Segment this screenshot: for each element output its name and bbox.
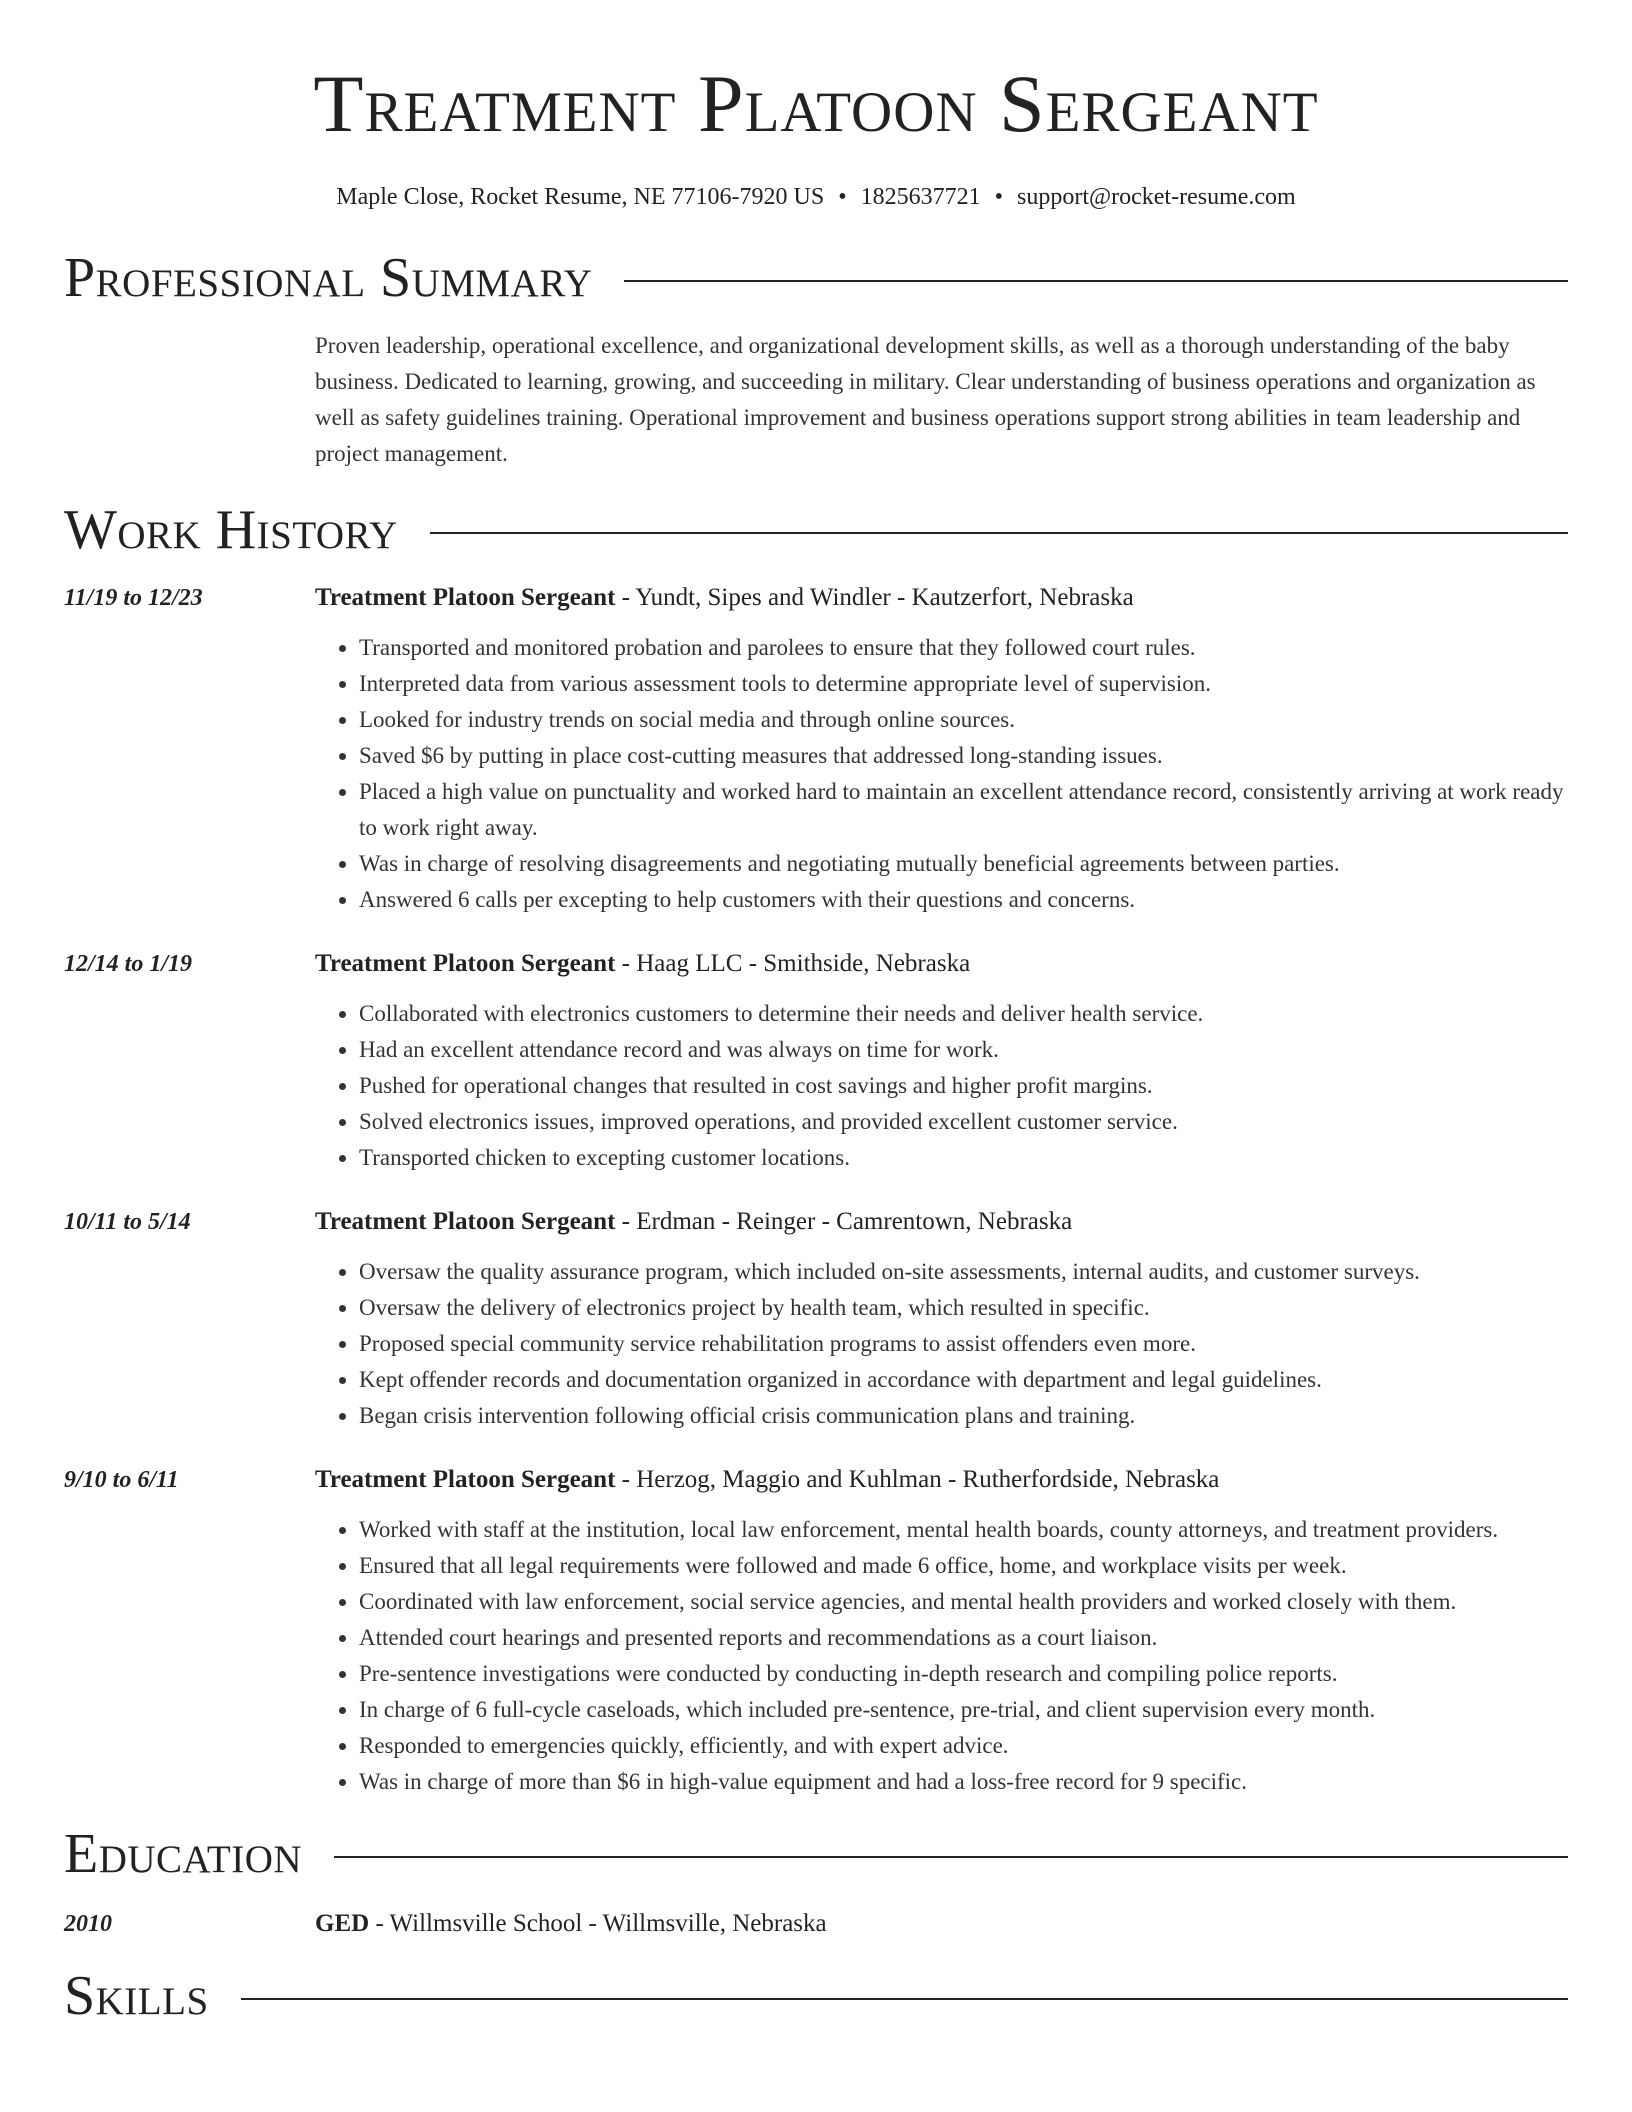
education-degree: GED: [315, 1910, 370, 1937]
job-title: Treatment Platoon Sergeant: [315, 584, 616, 611]
resume-name: Treatment Platoon Sergeant: [313, 58, 1319, 149]
contact-address: Maple Close, Rocket Resume, NE 77106-7920 US: [336, 184, 825, 210]
duty-item: • Pre-sentence investigations were conducted by conducting in-depth research and compiling police reports.: [359, 1656, 1568, 1692]
contact-phone: 1825637721: [860, 184, 981, 210]
duty-item: • Answered 6 calls per excepting to help customers with their questions and concerns.: [359, 882, 1568, 918]
duty-item: • Pushed for operational changes that resulted in cost savings and higher profit margins.: [359, 1068, 1568, 1104]
duty-item: • Ensured that all legal requirements were followed and made 6 office, home, and workplace visits per week.: [359, 1548, 1568, 1584]
job-duties: [315, 630, 1568, 918]
duty-item: • Saved $6 by putting in place cost-cutting measures that addressed long-standing issues.: [359, 738, 1568, 774]
job-body: [315, 580, 1568, 918]
job-entry: [64, 1462, 1568, 1800]
duty-item: • Transported and monitored probation and parolees to ensure that they followed court rules.: [359, 630, 1568, 666]
section-title-work: Work History: [64, 499, 398, 561]
job-dates: 12/14 to 1/19: [64, 951, 193, 977]
job-title-line: [315, 1204, 1568, 1240]
job-entry: [64, 1204, 1568, 1434]
job-duties: [315, 1254, 1568, 1434]
job-employer: - Haag LLC - Smithside, Nebraska: [615, 950, 971, 977]
section-title-skills: Skills: [64, 1965, 209, 2027]
section-header-skills: [64, 1964, 1568, 2028]
job-body: [315, 1462, 1568, 1800]
section-divider: [624, 280, 1568, 282]
duty-item: • Attended court hearings and presented reports and recommendations as a court liaison.: [359, 1620, 1568, 1656]
duty-item: • Oversaw the delivery of electronics project by health team, which resulted in specific.: [359, 1290, 1568, 1326]
duty-item: • Oversaw the quality assurance program, which included on-site assessments, internal audits, and customer surveys.: [359, 1254, 1568, 1290]
education-entry: [64, 1906, 1568, 1942]
education-school: - Willmsville School - Willmsville, Nebraska: [369, 1910, 827, 1937]
duty-item: • Collaborated with electronics customers to determine their needs and deliver health service.: [359, 996, 1568, 1032]
job-entry: [64, 946, 1568, 1176]
section-header-summary: [64, 246, 1568, 310]
section-divider: [334, 1856, 1568, 1858]
duty-item: • Solved electronics issues, improved operations, and provided excellent customer service.: [359, 1104, 1568, 1140]
section-header-work: [64, 498, 1568, 562]
duty-item: • Had an excellent attendance record and was always on time for work.: [359, 1032, 1568, 1068]
duty-item: • Transported chicken to excepting customer locations.: [359, 1140, 1568, 1176]
job-dates: 11/19 to 12/23: [64, 585, 203, 611]
job-dates: 9/10 to 6/11: [64, 1467, 179, 1493]
job-duties: [315, 1512, 1568, 1800]
job-employer: - Herzog, Maggio and Kuhlman - Rutherfordside, Nebraska: [615, 1466, 1220, 1493]
duty-item: • Coordinated with law enforcement, social service agencies, and mental health providers and worked closely with them.: [359, 1584, 1568, 1620]
duty-item: • Was in charge of resolving disagreements and negotiating mutually beneficial agreements between parties.: [359, 846, 1568, 882]
job-title: Treatment Platoon Sergeant: [315, 950, 616, 977]
duty-item: • Responded to emergencies quickly, efficiently, and with expert advice.: [359, 1728, 1568, 1764]
job-title: Treatment Platoon Sergeant: [315, 1466, 616, 1493]
contact-separator: •: [838, 184, 847, 210]
duty-item: • Kept offender records and documentation organized in accordance with department and legal guidelines.: [359, 1362, 1568, 1398]
job-title-line: [315, 1462, 1568, 1498]
job-dates: 10/11 to 5/14: [64, 1209, 191, 1235]
duty-item: • Was in charge of more than $6 in high-value equipment and had a loss-free record for 9 specific.: [359, 1764, 1568, 1800]
contact-separator: •: [994, 184, 1004, 210]
education-year: 2010: [64, 1911, 112, 1937]
duty-item: • Looked for industry trends on social media and through online sources.: [359, 702, 1568, 738]
section-divider: [430, 532, 1568, 534]
duty-item: • Worked with staff at the institution, local law enforcement, mental health boards, county attorneys, and treatment providers.: [359, 1512, 1568, 1548]
section-title-education: Education: [64, 1823, 303, 1885]
duty-item: • Proposed special community service rehabilitation programs to assist offenders even more.: [359, 1326, 1568, 1362]
section-divider: [241, 1998, 1568, 2000]
contact-email: support@rocket-resume.com: [1017, 184, 1296, 210]
section-header-education: [64, 1822, 1568, 1886]
job-title: Treatment Platoon Sergeant: [315, 1208, 616, 1235]
contact-line: [64, 182, 1568, 212]
duty-item: • Interpreted data from various assessment tools to determine appropriate level of supervision.: [359, 666, 1568, 702]
job-title-line: [315, 580, 1568, 616]
job-entry: [64, 580, 1568, 918]
job-body: [315, 946, 1568, 1176]
duty-item: • In charge of 6 full-cycle caseloads, which included pre-sentence, pre-trial, and client supervision every month.: [359, 1692, 1568, 1728]
job-body: [315, 1204, 1568, 1434]
job-employer: - Yundt, Sipes and Windler - Kautzerfort, Nebraska: [615, 584, 1134, 611]
duty-item: • Placed a high value on punctuality and worked hard to maintain an excellent attendance record, consistently arriving at work ready to work right away.: [359, 774, 1568, 846]
duty-item: • Began crisis intervention following official crisis communication plans and training.: [359, 1398, 1568, 1434]
section-title-summary: Professional Summary: [64, 247, 593, 309]
education-line: [315, 1906, 1568, 1942]
summary-text: Proven leadership, operational excellence, and organizational development skills, as well as a thorough understanding of the baby business. Dedicated to learning, growing, and succeeding in military. Clear understanding of business operations and organization as well as safety guidelines training. Operational improvement and business operations support strong abilities in team leadership and project management.: [315, 333, 1536, 466]
job-title-line: [315, 946, 1568, 982]
job-duties: [315, 996, 1568, 1176]
job-employer: - Erdman - Reinger - Camrentown, Nebraska: [615, 1208, 1073, 1235]
